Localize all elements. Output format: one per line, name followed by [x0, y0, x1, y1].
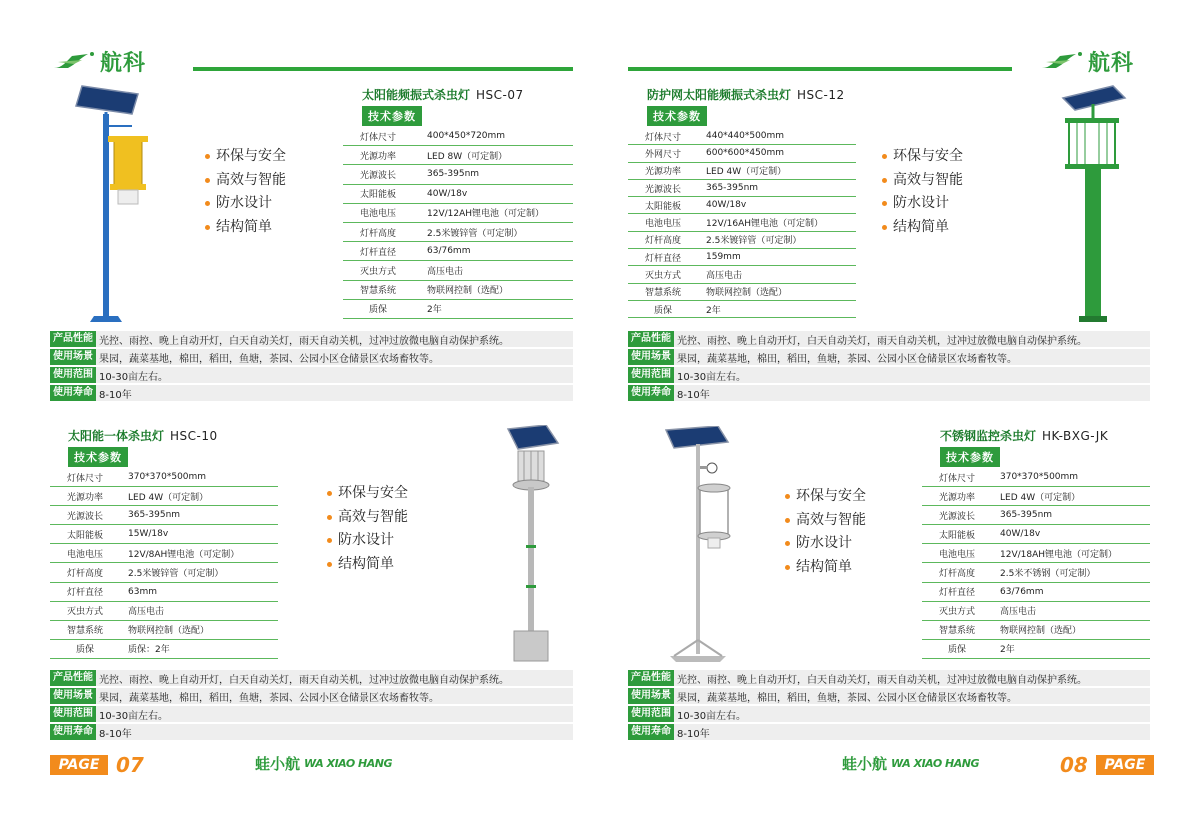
product-title-hsc-07: 太阳能频振式杀虫灯 HSC-07 — [362, 88, 524, 102]
feature-item: 防水设计 — [205, 192, 286, 216]
feature-list-hk-bxg-jk — [785, 485, 866, 579]
bullet-dot-icon — [327, 515, 332, 520]
header-rule-left — [193, 67, 573, 71]
spec-row: 灭虫方式 高压电击 — [922, 602, 1150, 621]
info-block-hsc-07 — [50, 331, 573, 403]
spec-row: 灯杆直径 63mm — [50, 583, 278, 602]
feature-item: 结构简单 — [327, 553, 408, 577]
info-row-lifespan: 使用寿命 8-10年 — [50, 385, 573, 401]
page-badge: PAGE — [50, 755, 108, 775]
spec-row: 灯杆高度 2.5米镀锌管（可定制） — [50, 563, 278, 582]
spec-table-hk-bxg-jk — [922, 468, 1150, 659]
feature-item: 高效与智能 — [785, 509, 866, 533]
swoosh-logo-icon — [1040, 50, 1084, 72]
spec-row: 智慧系统 物联网控制（选配） — [628, 284, 856, 301]
bullet-dot-icon — [882, 178, 887, 183]
spec-row: 灯体尺寸 400*450*720mm — [343, 127, 573, 146]
spec-row: 光源波长 365-395nm — [50, 506, 278, 525]
spec-row: 太阳能板 40W/18v — [628, 197, 856, 214]
feature-item: 防水设计 — [882, 192, 963, 216]
feature-item: 环保与安全 — [882, 145, 963, 169]
spec-row: 智慧系统 物联网控制（选配） — [922, 621, 1150, 640]
info-block-hsc-10 — [50, 670, 573, 742]
logo-text: 航科 — [1088, 50, 1135, 76]
spec-row: 灯杆高度 2.5米镀锌管（可定制） — [628, 232, 856, 249]
bullet-dot-icon — [205, 178, 210, 183]
product-title-hk-bxg-jk: 不锈钢监控杀虫灯 HK-BXG-JK — [940, 429, 1109, 443]
logo-text: 航科 — [100, 50, 147, 76]
spec-table-hsc-07 — [343, 127, 573, 319]
bullet-dot-icon — [205, 154, 210, 159]
spec-row: 电池电压 12V/16AH锂电池（可定制） — [628, 214, 856, 231]
spec-row: 灯体尺寸 440*440*500mm — [628, 128, 856, 145]
header-rule-right — [628, 67, 1012, 71]
swoosh-logo-icon — [52, 50, 96, 72]
feature-item: 环保与安全 — [205, 145, 286, 169]
spec-row: 灭虫方式 高压电击 — [628, 266, 856, 283]
spec-table-hsc-12 — [628, 128, 856, 318]
feature-item: 高效与智能 — [327, 506, 408, 530]
spec-row: 外网尺寸 600*600*450mm — [628, 145, 856, 162]
feature-item: 结构简单 — [785, 556, 866, 580]
page-number: 08 — [1060, 753, 1088, 777]
spec-row: 灭虫方式 高压电击 — [343, 261, 573, 280]
product-title-hsc-10: 太阳能一体杀虫灯 HSC-10 — [68, 429, 218, 443]
spec-row: 灯杆直径 63/76mm — [922, 583, 1150, 602]
bullet-dot-icon — [882, 154, 887, 159]
info-row-range: 使用范围 10-30亩左右。 — [50, 706, 573, 722]
product-image-hsc-07 — [70, 84, 150, 324]
spec-row: 质保 2年 — [922, 640, 1150, 659]
info-row-range: 使用范围 10-30亩左右。 — [50, 367, 573, 383]
feature-item: 结构简单 — [882, 216, 963, 240]
spec-row: 光源功率 LED 8W（可定制） — [343, 146, 573, 165]
bullet-dot-icon — [785, 565, 790, 570]
spec-row: 灯杆高度 2.5米不锈钢（可定制） — [922, 563, 1150, 582]
brand-logo-right — [1040, 46, 1134, 76]
spec-row: 灯杆直径 159mm — [628, 249, 856, 266]
info-row-range: 使用范围 10-30亩左右。 — [628, 367, 1150, 383]
feature-item: 防水设计 — [327, 529, 408, 553]
spec-row: 太阳能板 40W/18v — [922, 525, 1150, 544]
bullet-dot-icon — [882, 225, 887, 230]
spec-row: 电池电压 12V/18AH锂电池（可定制） — [922, 544, 1150, 563]
feature-item: 防水设计 — [785, 532, 866, 556]
spec-row: 光源功率 LED 4W（可定制） — [50, 487, 278, 506]
page-badge: PAGE — [1096, 755, 1154, 775]
spec-row: 灯杆直径 63/76mm — [343, 242, 573, 261]
spec-row: 灯体尺寸 370*370*500mm — [922, 468, 1150, 487]
feature-item: 环保与安全 — [327, 482, 408, 506]
feature-item: 高效与智能 — [882, 169, 963, 193]
spec-badge: 技术参数 — [940, 447, 1000, 467]
feature-item: 结构简单 — [205, 216, 286, 240]
info-block-hk-bxg-jk — [628, 670, 1150, 742]
feature-item: 高效与智能 — [205, 169, 286, 193]
bullet-dot-icon — [327, 562, 332, 567]
spec-row: 太阳能板 40W/18v — [343, 185, 573, 204]
feature-list-hsc-07 — [205, 145, 286, 239]
spec-badge: 技术参数 — [68, 447, 128, 467]
bullet-dot-icon — [785, 541, 790, 546]
info-row-lifespan: 使用寿命 8-10年 — [50, 724, 573, 740]
info-row-range: 使用范围 10-30亩左右。 — [628, 706, 1150, 722]
spec-row: 质保 质保：2年 — [50, 640, 278, 659]
info-row-lifespan: 使用寿命 8-10年 — [628, 724, 1150, 740]
feature-item: 环保与安全 — [785, 485, 866, 509]
product-image-hsc-10 — [502, 425, 562, 663]
spec-row: 智慧系统 物联网控制（选配） — [50, 621, 278, 640]
spec-row: 电池电压 12V/8AH锂电池（可定制） — [50, 544, 278, 563]
bullet-dot-icon — [327, 491, 332, 496]
product-title-hsc-12: 防护网太阳能频振式杀虫灯 HSC-12 — [647, 88, 845, 102]
page-number: 07 — [116, 753, 144, 777]
spec-badge: 技术参数 — [647, 106, 707, 126]
footer-brand-right — [842, 753, 979, 774]
page-indicator-right — [1060, 753, 1154, 777]
info-row-scenario: 使用场景 果园，蔬菜基地，棉田，稻田，鱼塘，茶园、公园小区仓储景区农场畜牧等。 — [50, 349, 573, 365]
spec-row: 智慧系统 物联网控制（选配） — [343, 281, 573, 300]
page-indicator-left — [50, 753, 144, 777]
spec-badge: 技术参数 — [362, 106, 422, 126]
info-row-performance: 产品性能 光控、雨控、晚上自动开灯，白天自动关灯，雨天自动关机，过冲过放微电脑自动保护系统。 — [50, 670, 573, 686]
info-row-lifespan: 使用寿命 8-10年 — [628, 385, 1150, 401]
spec-row: 灯杆高度 2.5米镀锌管（可定制） — [343, 223, 573, 242]
footer-brand-cn: 蛙小航 — [255, 755, 301, 773]
feature-list-hsc-12 — [882, 145, 963, 239]
info-row-scenario: 使用场景 果园，蔬菜基地，棉田，稻田，鱼塘，茶园、公园小区仓储景区农场畜牧等。 — [50, 688, 573, 704]
spec-table-hsc-10 — [50, 468, 278, 659]
brand-logo-left — [52, 46, 146, 76]
footer-brand-left — [255, 753, 392, 774]
spec-row: 光源波长 365-395nm — [628, 180, 856, 197]
feature-list-hsc-10 — [327, 482, 408, 576]
spec-row: 质保 2年 — [628, 301, 856, 318]
footer-brand-en: WA XIAO HANG — [891, 757, 979, 770]
spec-row: 光源功率 LED 4W（可定制） — [922, 487, 1150, 506]
footer-brand-cn: 蛙小航 — [842, 755, 888, 773]
spec-row: 光源波长 365-395nm — [922, 506, 1150, 525]
spec-row: 电池电压 12V/12AH锂电池（可定制） — [343, 204, 573, 223]
info-row-scenario: 使用场景 果园，蔬菜基地，棉田，稻田，鱼塘，茶园、公园小区仓储景区农场畜牧等。 — [628, 688, 1150, 704]
bullet-dot-icon — [882, 201, 887, 206]
spec-row: 质保 2年 — [343, 300, 573, 319]
spec-row: 光源波长 365-395nm — [343, 165, 573, 184]
footer-brand-en: WA XIAO HANG — [304, 757, 392, 770]
bullet-dot-icon — [785, 518, 790, 523]
spec-row: 灯体尺寸 370*370*500mm — [50, 468, 278, 487]
bullet-dot-icon — [205, 225, 210, 230]
bullet-dot-icon — [327, 538, 332, 543]
info-row-performance: 产品性能 光控、雨控、晚上自动开灯，白天自动关灯，雨天自动关机，过冲过放微电脑自动保护系统。 — [628, 331, 1150, 347]
info-row-scenario: 使用场景 果园，蔬菜基地，棉田，稻田，鱼塘，茶园、公园小区仓储景区农场畜牧等。 — [628, 349, 1150, 365]
product-image-hk-bxg-jk — [662, 426, 734, 666]
info-row-performance: 产品性能 光控、雨控、晚上自动开灯，白天自动关灯，雨天自动关机，过冲过放微电脑自动保护系统。 — [628, 670, 1150, 686]
bullet-dot-icon — [205, 201, 210, 206]
spec-row: 灭虫方式 高压电击 — [50, 602, 278, 621]
product-image-hsc-12 — [1055, 84, 1130, 324]
spec-row: 太阳能板 15W/18v — [50, 525, 278, 544]
info-block-hsc-12 — [628, 331, 1150, 403]
bullet-dot-icon — [785, 494, 790, 499]
info-row-performance: 产品性能 光控、雨控、晚上自动开灯，白天自动关灯，雨天自动关机，过冲过放微电脑自动保护系统。 — [50, 331, 573, 347]
spec-row: 光源功率 LED 4W（可定制） — [628, 163, 856, 180]
